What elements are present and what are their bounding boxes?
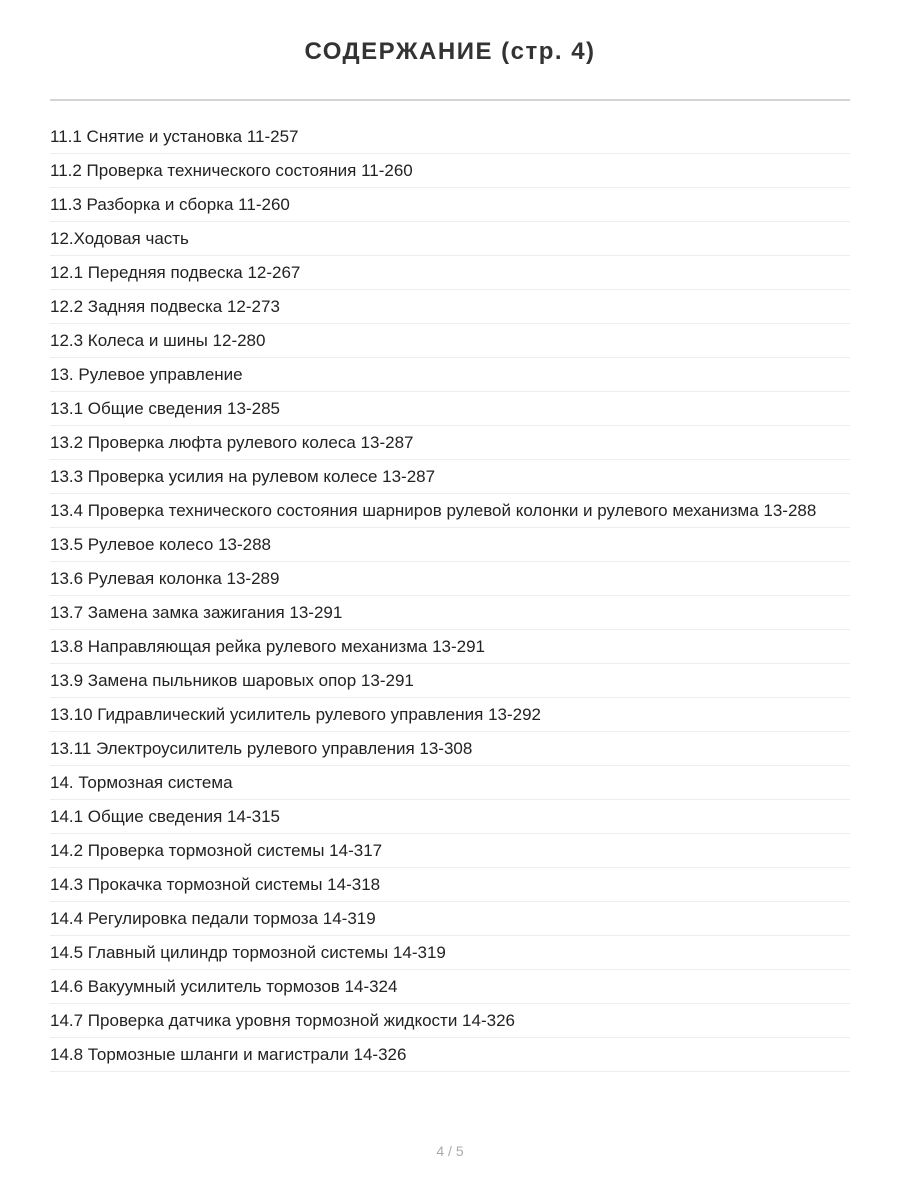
- toc-entry[interactable]: 13.9 Замена пыльников шаровых опор 13-291: [50, 664, 850, 698]
- toc-entry[interactable]: 12.1 Передняя подвеска 12-267: [50, 256, 850, 290]
- toc-entry[interactable]: 14.8 Тормозные шланги и магистрали 14-326: [50, 1038, 850, 1072]
- toc-entry[interactable]: 14.5 Главный цилиндр тормозной системы 14-319: [50, 936, 850, 970]
- toc-entry[interactable]: 11.1 Снятие и установка 11-257: [50, 120, 850, 154]
- toc-entry[interactable]: 14. Тормозная система: [50, 766, 850, 800]
- toc-entry[interactable]: 14.6 Вакуумный усилитель тормозов 14-324: [50, 970, 850, 1004]
- toc-entry[interactable]: 13.1 Общие сведения 13-285: [50, 392, 850, 426]
- toc-entry[interactable]: 13.4 Проверка технического состояния шарниров рулевой колонки и рулевого механизма 13-288: [50, 494, 850, 528]
- title-divider: [50, 99, 850, 101]
- toc-entry[interactable]: 13.7 Замена замка зажигания 13-291: [50, 596, 850, 630]
- toc-entry[interactable]: 14.7 Проверка датчика уровня тормозной жидкости 14-326: [50, 1004, 850, 1038]
- toc-entry[interactable]: 13.10 Гидравлический усилитель рулевого управления 13-292: [50, 698, 850, 732]
- toc-entry[interactable]: 13. Рулевое управление: [50, 358, 850, 392]
- toc-entry[interactable]: 12.Ходовая часть: [50, 222, 850, 256]
- toc-entry[interactable]: 13.2 Проверка люфта рулевого колеса 13-287: [50, 426, 850, 460]
- toc-entry[interactable]: 12.2 Задняя подвеска 12-273: [50, 290, 850, 324]
- toc-entry[interactable]: 13.11 Электроусилитель рулевого управления 13-308: [50, 732, 850, 766]
- toc-entry[interactable]: 14.4 Регулировка педали тормоза 14-319: [50, 902, 850, 936]
- toc-entry[interactable]: 13.5 Рулевое колесо 13-288: [50, 528, 850, 562]
- page-title: СОДЕРЖАНИЕ (стр. 4): [304, 38, 596, 65]
- toc-entry[interactable]: 14.2 Проверка тормозной системы 14-317: [50, 834, 850, 868]
- toc-entry[interactable]: 13.8 Направляющая рейка рулевого механизма 13-291: [50, 630, 850, 664]
- toc-entry[interactable]: 13.6 Рулевая колонка 13-289: [50, 562, 850, 596]
- toc-entry[interactable]: 14.1 Общие сведения 14-315: [50, 800, 850, 834]
- toc-entry[interactable]: 11.2 Проверка технического состояния 11-260: [50, 154, 850, 188]
- page-number: 4 / 5: [436, 1143, 464, 1159]
- toc-entry[interactable]: 14.3 Прокачка тормозной системы 14-318: [50, 868, 850, 902]
- toc-entry[interactable]: 11.3 Разборка и сборка 11-260: [50, 188, 850, 222]
- toc-entry[interactable]: 13.3 Проверка усилия на рулевом колесе 13-287: [50, 460, 850, 494]
- toc-entry[interactable]: 12.3 Колеса и шины 12-280: [50, 324, 850, 358]
- table-of-contents: [50, 120, 850, 1072]
